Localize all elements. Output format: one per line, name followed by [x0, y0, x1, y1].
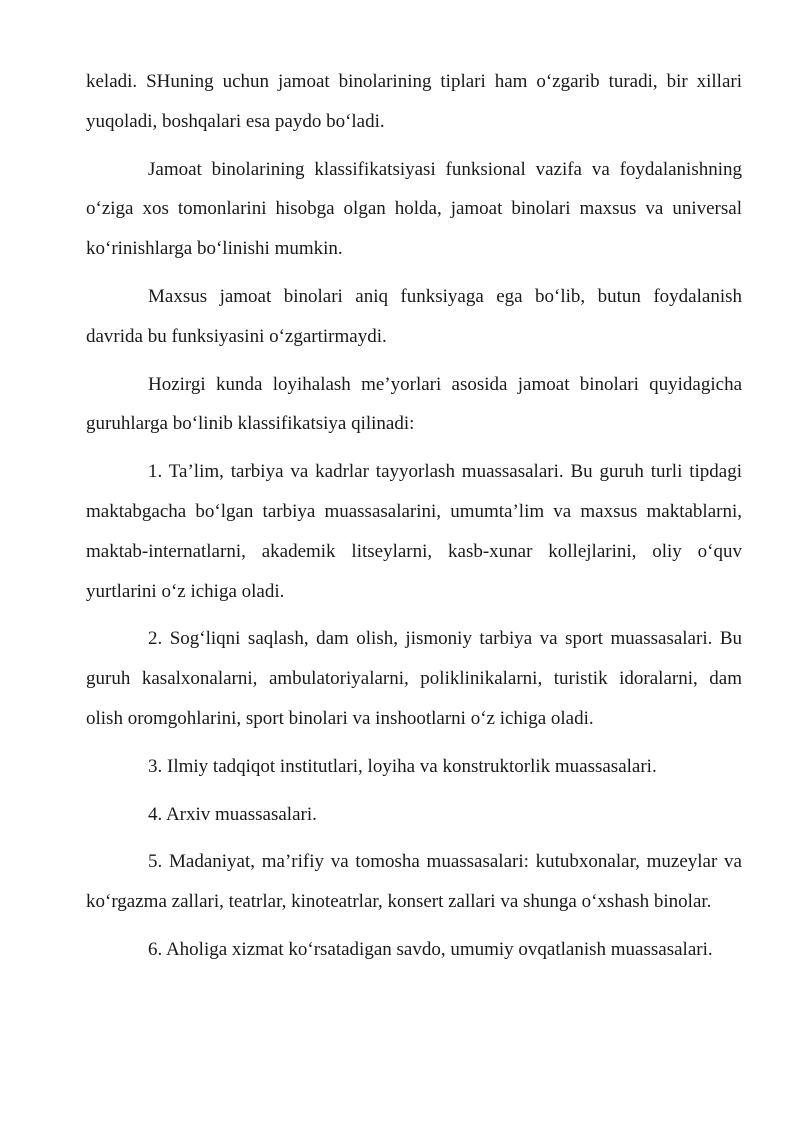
paragraph-continuation: keladi. SHuning uchun jamoat binolarining tiplari ham o‘zgarib turadi, bir xillari yuqoladi, boshqalari esa paydo bo‘ladi. [86, 71, 742, 132]
list-item-archive: 4. Arxiv muassasalari. [148, 803, 317, 825]
list-item-health-sport: 2. Sog‘liqni saqlash, dam olish, jismoniy tarbiya va sport muassasalari. Bu guruh kasalxonalarni, ambulatoriyalarni, poliklinikalarni, turistik idoralarni, dam olish oromgohlarini, sport binolari va inshootlarni o‘z ichiga oladi. [86, 628, 742, 729]
paragraph-classification-intro: Jamoat binolarining klassifikatsiyasi funksional vazifa va foydalanishning o‘ziga xos tomonlarini hisobga olgan holda, jamoat binolari maxsus va universal ko‘rinishlarga bo‘linishi mumkin. [86, 158, 742, 260]
paragraph-groups-intro: Hozirgi kunda loyihalash me’yorlari asosida jamoat binolari quyidagicha guruhlarga bo‘linib klassifikatsiya qilinadi: [86, 373, 742, 435]
list-item-trade-catering: 6. Aholiga xizmat ko‘rsatadigan savdo, umumiy ovqatlanish muassasalari. [148, 938, 713, 960]
list-item-education: 1. Ta’lim, tarbiya va kadrlar tayyorlash muassasalari. Bu guruh turli tipdagi maktabgacha bo‘lgan tarbiya muassasalarini, umumta’lim va maxsus maktablarni, maktab-internatlarni, akademik litseylarni, kasb-xunar kollejlarini, oliy o‘quv yurtlarini o‘z ichiga oladi. [86, 461, 742, 602]
list-item-culture: 5. Madaniyat, ma’rifiy va tomosha muassasalari: kutubxonalar, muzeylar va ko‘rgazma zallari, teatrlar, kinoteatrlar, konsert zallari va shunga o‘xshash binolar. [86, 851, 742, 913]
paragraph-special-buildings: Maxsus jamoat binolari aniq funksiyaga ega bo‘lib, butun foydalanish davrida bu funksiyasini o‘zgartirmaydi. [86, 285, 742, 347]
list-item-research: 3. Ilmiy tadqiqot institutlari, loyiha va konstruktorlik muassasalari. [148, 755, 657, 777]
